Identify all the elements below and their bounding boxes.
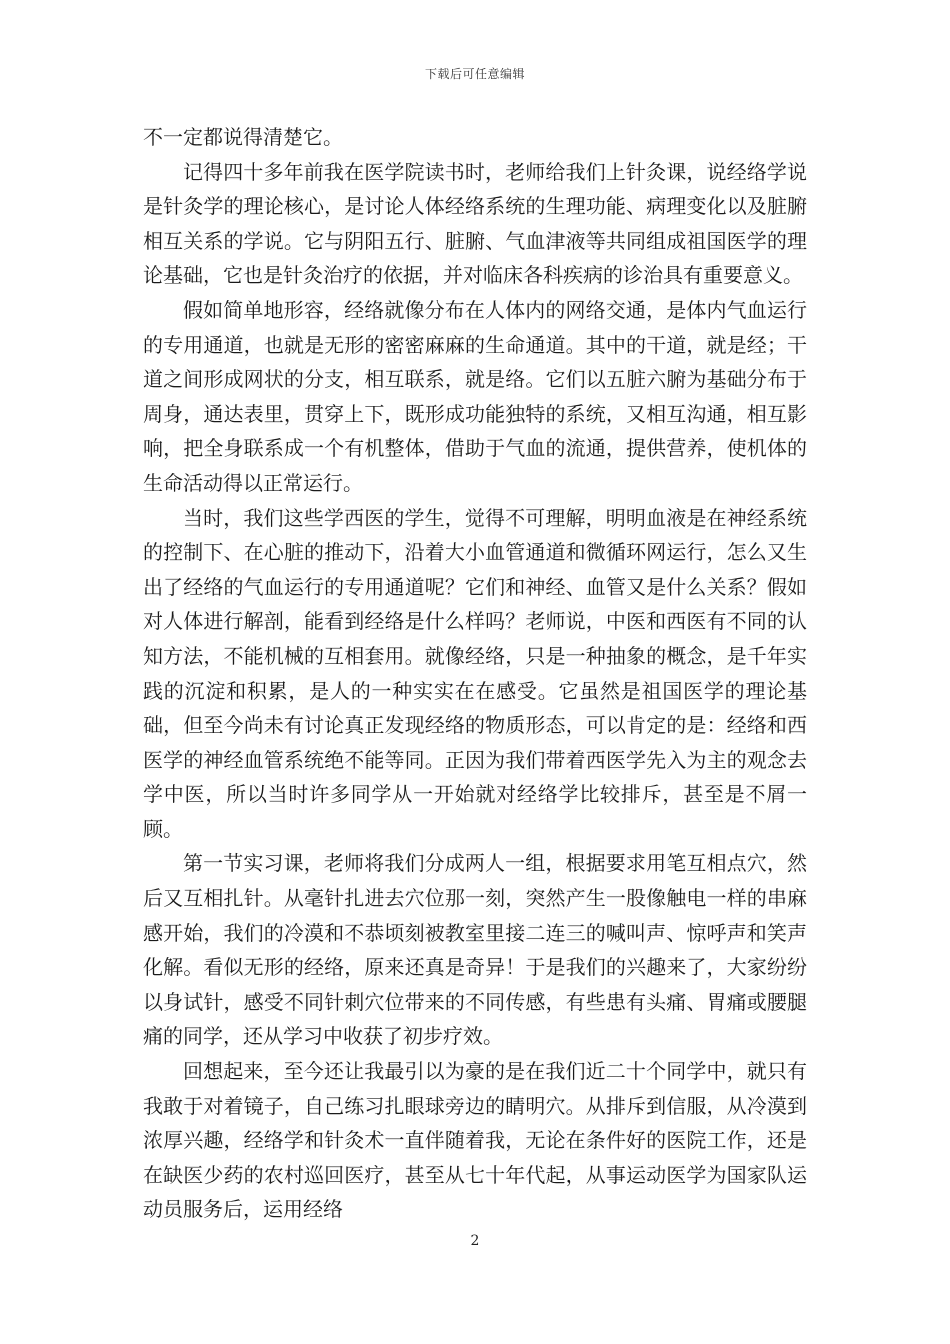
page-number: 2 [470, 1233, 480, 1249]
page-header: 下载后可任意编辑 [424, 67, 525, 81]
paragraph-continuation: 不一定都说得清楚它。 [143, 125, 343, 149]
paragraph: 当时，我们这些学西医的学生，觉得不可理解，明明血液是在神经系统的控制下、在心脏的推动下，沿着大小血管通道和微循环网运行，怎么又生出了经络的气血运行的专用通道呢？它们和神经、血管又是什么关系？假如对人体进行解剖，能看到经络是什么样吗？老师说，中医和西医有不同的认知方法，不能机械的互相套用。就像经络，只是一种抽象的概念，是千年实践的沉淀和积累，是人的一种实实在在感受。它虽然是祖国医学的理论基础，但至今尚未有讨论真正发现经络的物质形态，可以肯定的是：经络和西医学的神经血管系统绝不能等同。正因为我们带着西医学先入为主的观念去学中医，所以当时许多同学从一开始就对经络学比较排斥，甚至是不屑一顾。 [143, 505, 807, 841]
paragraph: 假如简单地形容，经络就像分布在人体内的网络交通，是体内气血运行的专用通道，也就是无形的密密麻麻的生命通道。其中的干道，就是经；干道之间形成网状的分支，相互联系，就是络。它们以五脏六腑为基础分布于周身，通达表里，贯穿上下，既形成功能独特的系统，又相互沟通，相互影响，把全身联系成一个有机整体，借助于气血的流通，提供营养，使机体的生命活动得以正常运行。 [143, 297, 807, 495]
paragraph: 回想起来，至今还让我最引以为豪的是在我们近二十个同学中，就只有我敢于对着镜子，自己练习扎眼球旁边的睛明穴。从排斥到信服，从冷漠到浓厚兴趣，经络学和针灸术一直伴随着我，无论在条件好的医院工作，还是在缺医少药的农村巡回医疗，甚至从七十年代起，从事运动医学为国家队运动员服务后，运用经络 [143, 1059, 807, 1222]
body-text [143, 120, 807, 1227]
paragraph: 第一节实习课，老师将我们分成两人一组，根据要求用笔互相点穴，然后又互相扎针。从毫针扎进去穴位那一刻，突然产生一股像触电一样的串麻感开始，我们的冷漠和不恭顷刻被教室里接二连三的喊叫声、惊呼声和笑声化解。看似无形的经络，原来还真是奇异！于是我们的兴趣来了，大家纷纷以身试针，感受不同针刺穴位带来的不同传感，有些患有头痛、胃痛或腰腿痛的同学，还从学习中收获了初步疗效。 [143, 851, 807, 1049]
paragraph: 记得四十多年前我在医学院读书时，老师给我们上针灸课，说经络学说是针灸学的理论核心，是讨论人体经络系统的生理功能、病理变化以及脏腑相互关系的学说。它与阴阳五行、脏腑、气血津液等共同组成祖国医学的理论基础，它也是针灸治疗的依据，并对临床各科疾病的诊治具有重要意义。 [143, 159, 807, 288]
